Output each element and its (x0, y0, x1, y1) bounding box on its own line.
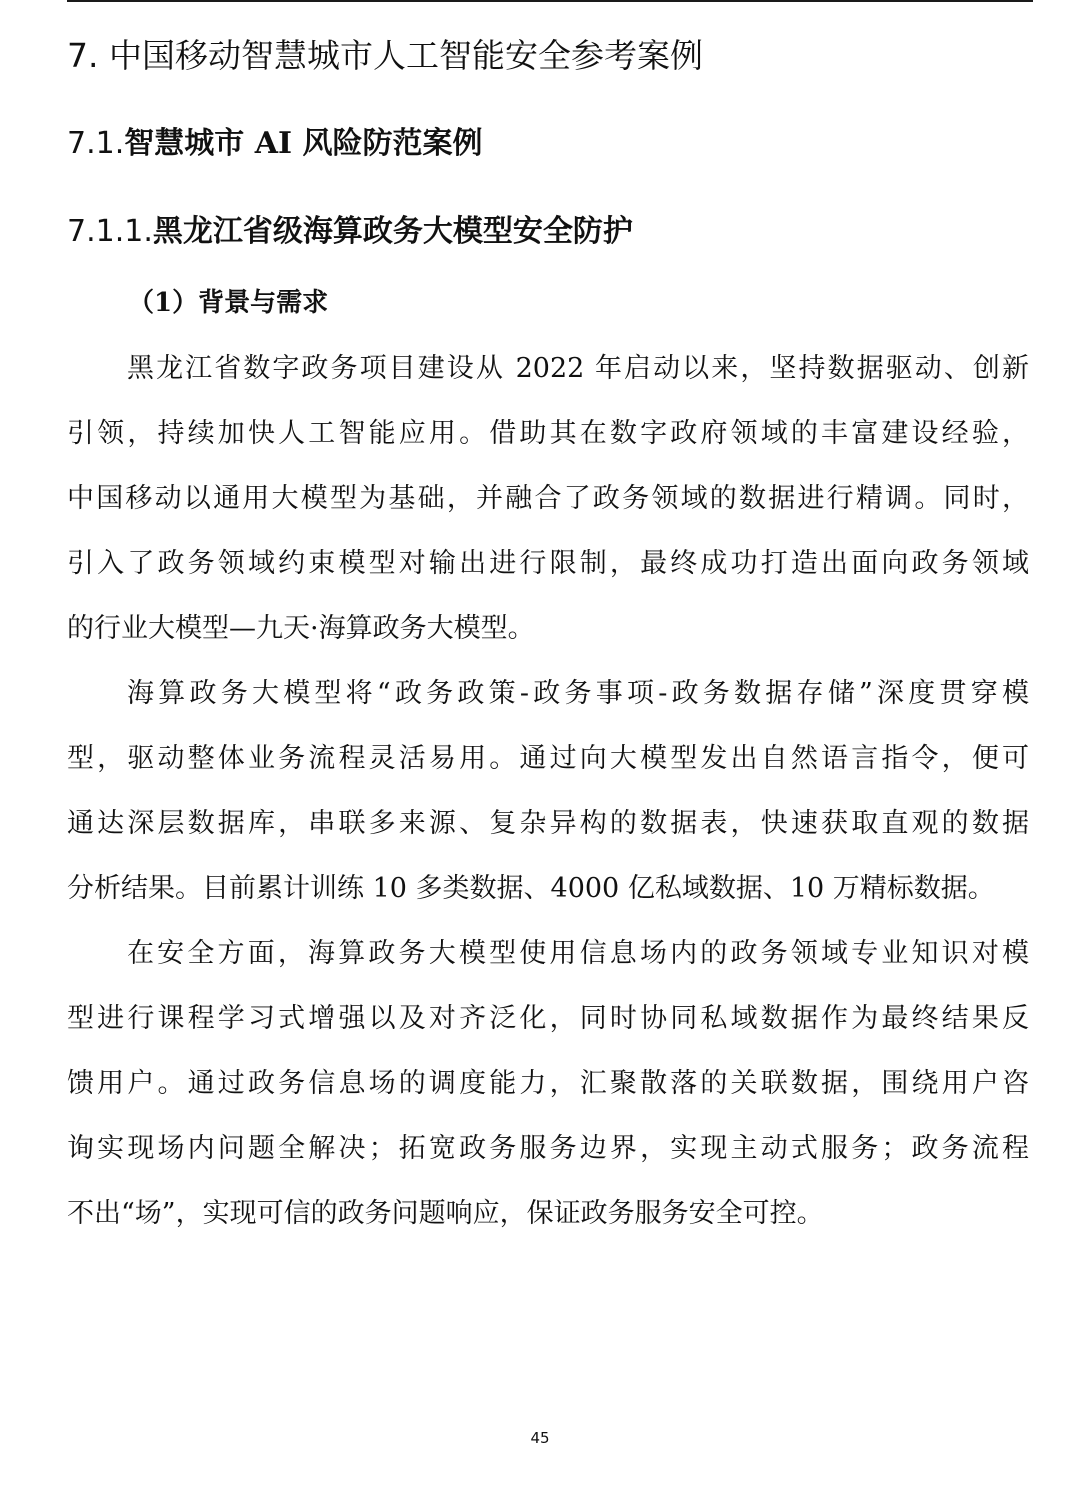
paragraph-1-line: 中国移动以通用大模型为基础，并融合了政务领域的数据进行精调。同时， (67, 483, 1029, 514)
section-heading-7-1-1 (67, 212, 1033, 252)
paragraph-3-line: 询实现场内问题全解决；拓宽政务服务边界，实现主动式服务；政务流程 (67, 1133, 1029, 1164)
paragraph-1-line: 引领，持续加快人工智能应用。借助其在数字政府领域的丰富建设经验， (67, 418, 1029, 449)
section-title-7-1: 智慧城市 AI 风险防范案例 (124, 126, 483, 161)
paragraph-2-line: 通达深层数据库，串联多来源、复杂异构的数据表，快速获取直观的数据 (67, 808, 1029, 839)
paragraph-3-line: 型进行课程学习式增强以及对齐泛化，同时协同私域数据作为最终结果反 (67, 1003, 1029, 1034)
paragraph-2-line: 海算政务大模型将“政务政策-政务事项-政务数据存储”深度贯穿模 (127, 678, 1029, 709)
section-heading-7: 7. 中国移动智慧城市人工智能安全参考案例 (67, 36, 703, 75)
paragraph-1-line: 的行业大模型—九天·海算政务大模型。 (67, 613, 535, 644)
body-text (67, 343, 1029, 1253)
section-number-7-1: 7.1. (67, 126, 125, 161)
section-number-7-1-1: 7.1.1. (67, 214, 153, 249)
paragraph-3-line: 馈用户。通过政务信息场的调度能力，汇聚散落的关联数据，围绕用户咨 (67, 1068, 1029, 1099)
page-number: 45 (530, 1429, 550, 1447)
subheading-background-and-needs: （1）背景与需求 (128, 288, 329, 318)
paragraph-1-line: 黑龙江省数字政务项目建设从 2022 年启动以来，坚持数据驱动、创新 (127, 353, 1029, 384)
paragraph-2-line: 型，驱动整体业务流程灵活易用。通过向大模型发出自然语言指令，便可 (67, 743, 1029, 774)
header-rule (67, 0, 1033, 2)
paragraph-2-line: 分析结果。目前累计训练 10 多类数据、4000 亿私域数据、10 万精标数据。 (67, 873, 995, 904)
section-heading-7-1 (67, 124, 1033, 164)
paragraph-1-line: 引入了政务领域约束模型对输出进行限制，最终成功打造出面向政务领域 (67, 548, 1029, 579)
section-title-7-1-1: 黑龙江省级海算政务大模型安全防护 (152, 214, 633, 249)
paragraph-3-line: 在安全方面，海算政务大模型使用信息场内的政务领域专业知识对模 (127, 938, 1029, 969)
paragraph-3-line: 不出“场”，实现可信的政务问题响应，保证政务服务安全可控。 (67, 1198, 824, 1229)
